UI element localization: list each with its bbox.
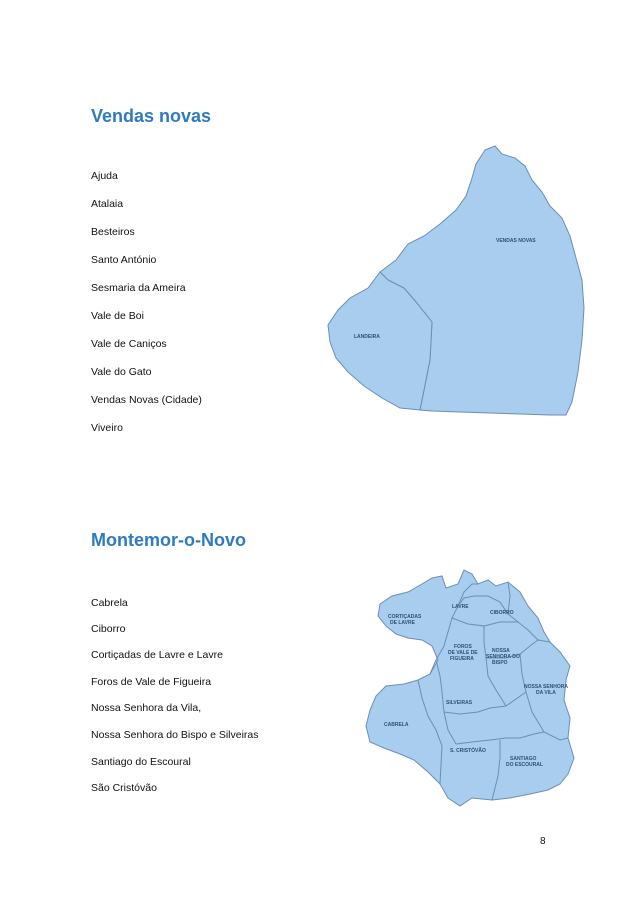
map-label: CABRELA <box>384 722 409 728</box>
list-item: Besteiros <box>91 226 135 238</box>
list-item: Vale de Boi <box>91 310 144 322</box>
montemor-o-novo-map <box>360 562 600 812</box>
section-title-vendas-novas: Vendas novas <box>91 106 212 126</box>
list-item: Foros de Vale de Figueira <box>91 676 212 688</box>
list-item: Santiago do Escoural <box>91 756 191 768</box>
map-label: DO ESCOURAL <box>506 762 543 768</box>
list-item: Ajuda <box>91 170 118 182</box>
map-label: DE VALE DE <box>448 650 478 656</box>
list-item: São Cristóvão <box>91 782 157 794</box>
map-label: BISPO <box>492 660 508 666</box>
list-item: Vendas Novas (Cidade) <box>91 394 202 406</box>
map-label: LANDEIRA <box>354 334 380 340</box>
list-item: Vale do Gato <box>91 366 152 378</box>
map-label: NOSSA SENHORA <box>524 684 568 690</box>
list-item: Viveiro <box>91 422 123 434</box>
map-label: VENDAS NOVAS <box>496 238 536 244</box>
list-item: Santo António <box>91 254 157 266</box>
map-label: SILVEIRAS <box>446 700 473 706</box>
list-item: Cabrela <box>91 597 128 609</box>
map-label: SANTIAGO <box>510 756 537 762</box>
map-label: CIBORRO <box>490 610 514 616</box>
map-label: CORTIÇADAS <box>388 614 422 620</box>
list-item: Atalaia <box>91 198 124 210</box>
map-label: SENHORA DO <box>486 654 520 660</box>
list-item: Ciborro <box>91 623 126 635</box>
map-label: LAVRE <box>452 604 469 610</box>
section-title-montemor-o-novo: Montemor-o-Novo <box>91 530 246 550</box>
list-item: Vale de Caniços <box>91 338 167 350</box>
list-item: Cortiçadas de Lavre e Lavre <box>91 649 223 661</box>
map-label: FIGUEIRA <box>450 656 474 662</box>
vendas-novas-map <box>320 140 590 420</box>
list-item: Nossa Senhora da Vila, <box>91 702 202 714</box>
list-item: Nossa Senhora do Bispo e Silveiras <box>91 729 259 741</box>
map-label: DE LAVRE <box>390 620 415 626</box>
map-label: DA VILA <box>536 690 556 696</box>
map-label: S. CRISTÓVÃO <box>450 748 486 754</box>
page-number: 8 <box>540 836 546 847</box>
map-label: FOROS <box>454 644 472 650</box>
list-item: Sesmaria da Ameira <box>91 282 186 294</box>
map-label: NOSSA <box>492 648 510 654</box>
